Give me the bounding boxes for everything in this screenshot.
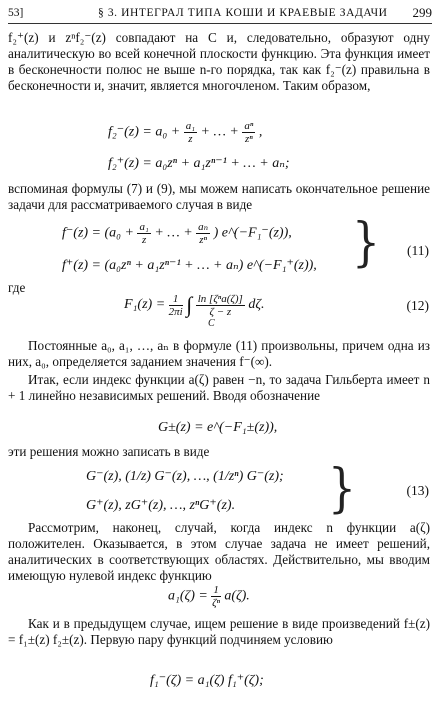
fraction-1-zeta-n <box>211 584 221 609</box>
frac-num: ln [ζⁿa(ζ)] <box>197 292 243 305</box>
frac-den: ζ − z <box>209 305 232 318</box>
equation-12 <box>124 292 265 318</box>
running-title: § 3. ИНТЕГРАЛ ТИПА КОШИ И КРАЕВЫЕ ЗАДАЧИ <box>98 7 388 19</box>
fraction-a1-z <box>184 120 197 145</box>
frac-den: zⁿ <box>244 133 253 145</box>
where-label: где <box>8 280 26 295</box>
frac-num: a₁ <box>139 221 149 233</box>
paragraph-5: эти решения можно записать в виде <box>8 444 210 459</box>
eq11-a-lhs: f⁻(z) = (a₀ + <box>62 225 134 241</box>
paragraph-1: f₂⁺(z) и zⁿf₂⁻(z) совпадают на C и, следовательно, образуют одну аналитическую во всей конечной плоскости функцию. Эта функция имеет в бесконечности полюс не выше n-го порядка, так как f₂⁻(z) правильна в бесконечности и, значит, является многочленом. Таким образом, <box>8 30 430 93</box>
fraction-an-zn <box>242 120 255 145</box>
eq-f2-minus-ellipsis: + … + <box>200 124 239 140</box>
paragraph-7: Как и в предыдущем случае, ищем решение в виде произведений f±(z) = f₁±(z) f₂±(z). Первую пару функций подчиняем условию <box>8 616 430 647</box>
integral-sign: ∫ <box>186 292 193 317</box>
frac-den: ζⁿ <box>212 597 221 609</box>
section-reference: 53] <box>8 7 24 19</box>
eq-f2-minus-end: , <box>258 124 263 140</box>
equation-f1: f₁⁻(ζ) = a₁(ζ) f₁⁺(ζ); <box>150 673 264 688</box>
eq-a1-lhs: a₁(ζ) = <box>168 588 208 604</box>
paragraph-6: Рассмотрим, наконец, случай, когда индекс n функции a(ζ) положителен. Оказывается, в этом случае задача не имеет решений, аналитических в соответствующих областях. Действительно, мы вводим имеющую нулевой индекс функцию <box>8 520 430 583</box>
running-header <box>8 5 432 24</box>
frac-den: 2πi <box>168 305 183 318</box>
fraction-a1-z <box>137 221 150 246</box>
paragraph-2: вспоминая формулы (7) и (9), мы можем написать окончательное решение задачи для рассматриваемого случая в виде <box>8 181 430 212</box>
eq12-differential: dζ. <box>248 297 265 313</box>
fraction-1-2pii <box>169 293 183 318</box>
paragraph-4: Итак, если индекс функции a(ζ) равен −n, то задача Гильберта имеет n + 1 линейно независимых решений. Вводя обозначение <box>8 372 430 403</box>
fraction-integrand <box>196 293 245 318</box>
page-number: 299 <box>412 5 432 20</box>
eq-a1-rhs: a(ζ). <box>224 588 250 604</box>
equation-f2-plus: f₂⁺(z) = a₀zⁿ + a₁zⁿ⁻¹ + … + aₙ; <box>108 156 290 171</box>
equation-12-label: (12) <box>406 298 429 313</box>
eq11-a-rhs: ) e^(−F₁⁻(z)), <box>213 225 292 241</box>
equation-11-f-plus: f⁺(z) = (a₀zⁿ + a₁zⁿ⁻¹ + … + aₙ) e^(−F₁⁺(z)), <box>62 258 317 273</box>
frac-den: zⁿ <box>199 234 208 246</box>
frac-num: aⁿ <box>244 120 254 132</box>
equation-13-G-minus: G⁻(z), (1/z) G⁻(z), …, (1/zⁿ) G⁻(z); <box>86 469 284 484</box>
equation-13-G-plus: G⁺(z), zG⁺(z), …, zⁿG⁺(z). <box>86 498 236 513</box>
frac-num: a₁ <box>185 120 196 132</box>
frac-num: 1 <box>213 584 219 596</box>
frac-den: z <box>142 234 147 246</box>
right-brace: } <box>328 458 356 520</box>
equation-G: G±(z) = e^(−F₁±(z)), <box>158 420 278 435</box>
equation-a1 <box>168 584 250 609</box>
integral-contour: C <box>208 318 215 329</box>
equation-11-f-minus <box>62 221 292 246</box>
eq-f2-minus-lhs: f₂⁻(z) = a₀ + <box>108 124 181 140</box>
frac-num: 1 <box>169 293 183 306</box>
equation-f2-minus <box>108 120 262 145</box>
right-brace: } <box>352 212 380 274</box>
paragraph-3: Постоянные a₀, a₁, …, aₙ в формуле (11) произвольны, причем одна из них, a₀, определяется заданием значения f⁻(∞). <box>8 338 430 369</box>
fraction-an-zn <box>196 221 210 246</box>
eq12-lhs: F₁(z) = <box>124 297 166 313</box>
equation-11-label: (11) <box>407 243 429 258</box>
eq11-a-ellipsis: + … + <box>154 225 193 241</box>
equation-13-label: (13) <box>406 483 429 498</box>
frac-den: z <box>188 133 193 145</box>
frac-num: aₙ <box>198 221 209 233</box>
